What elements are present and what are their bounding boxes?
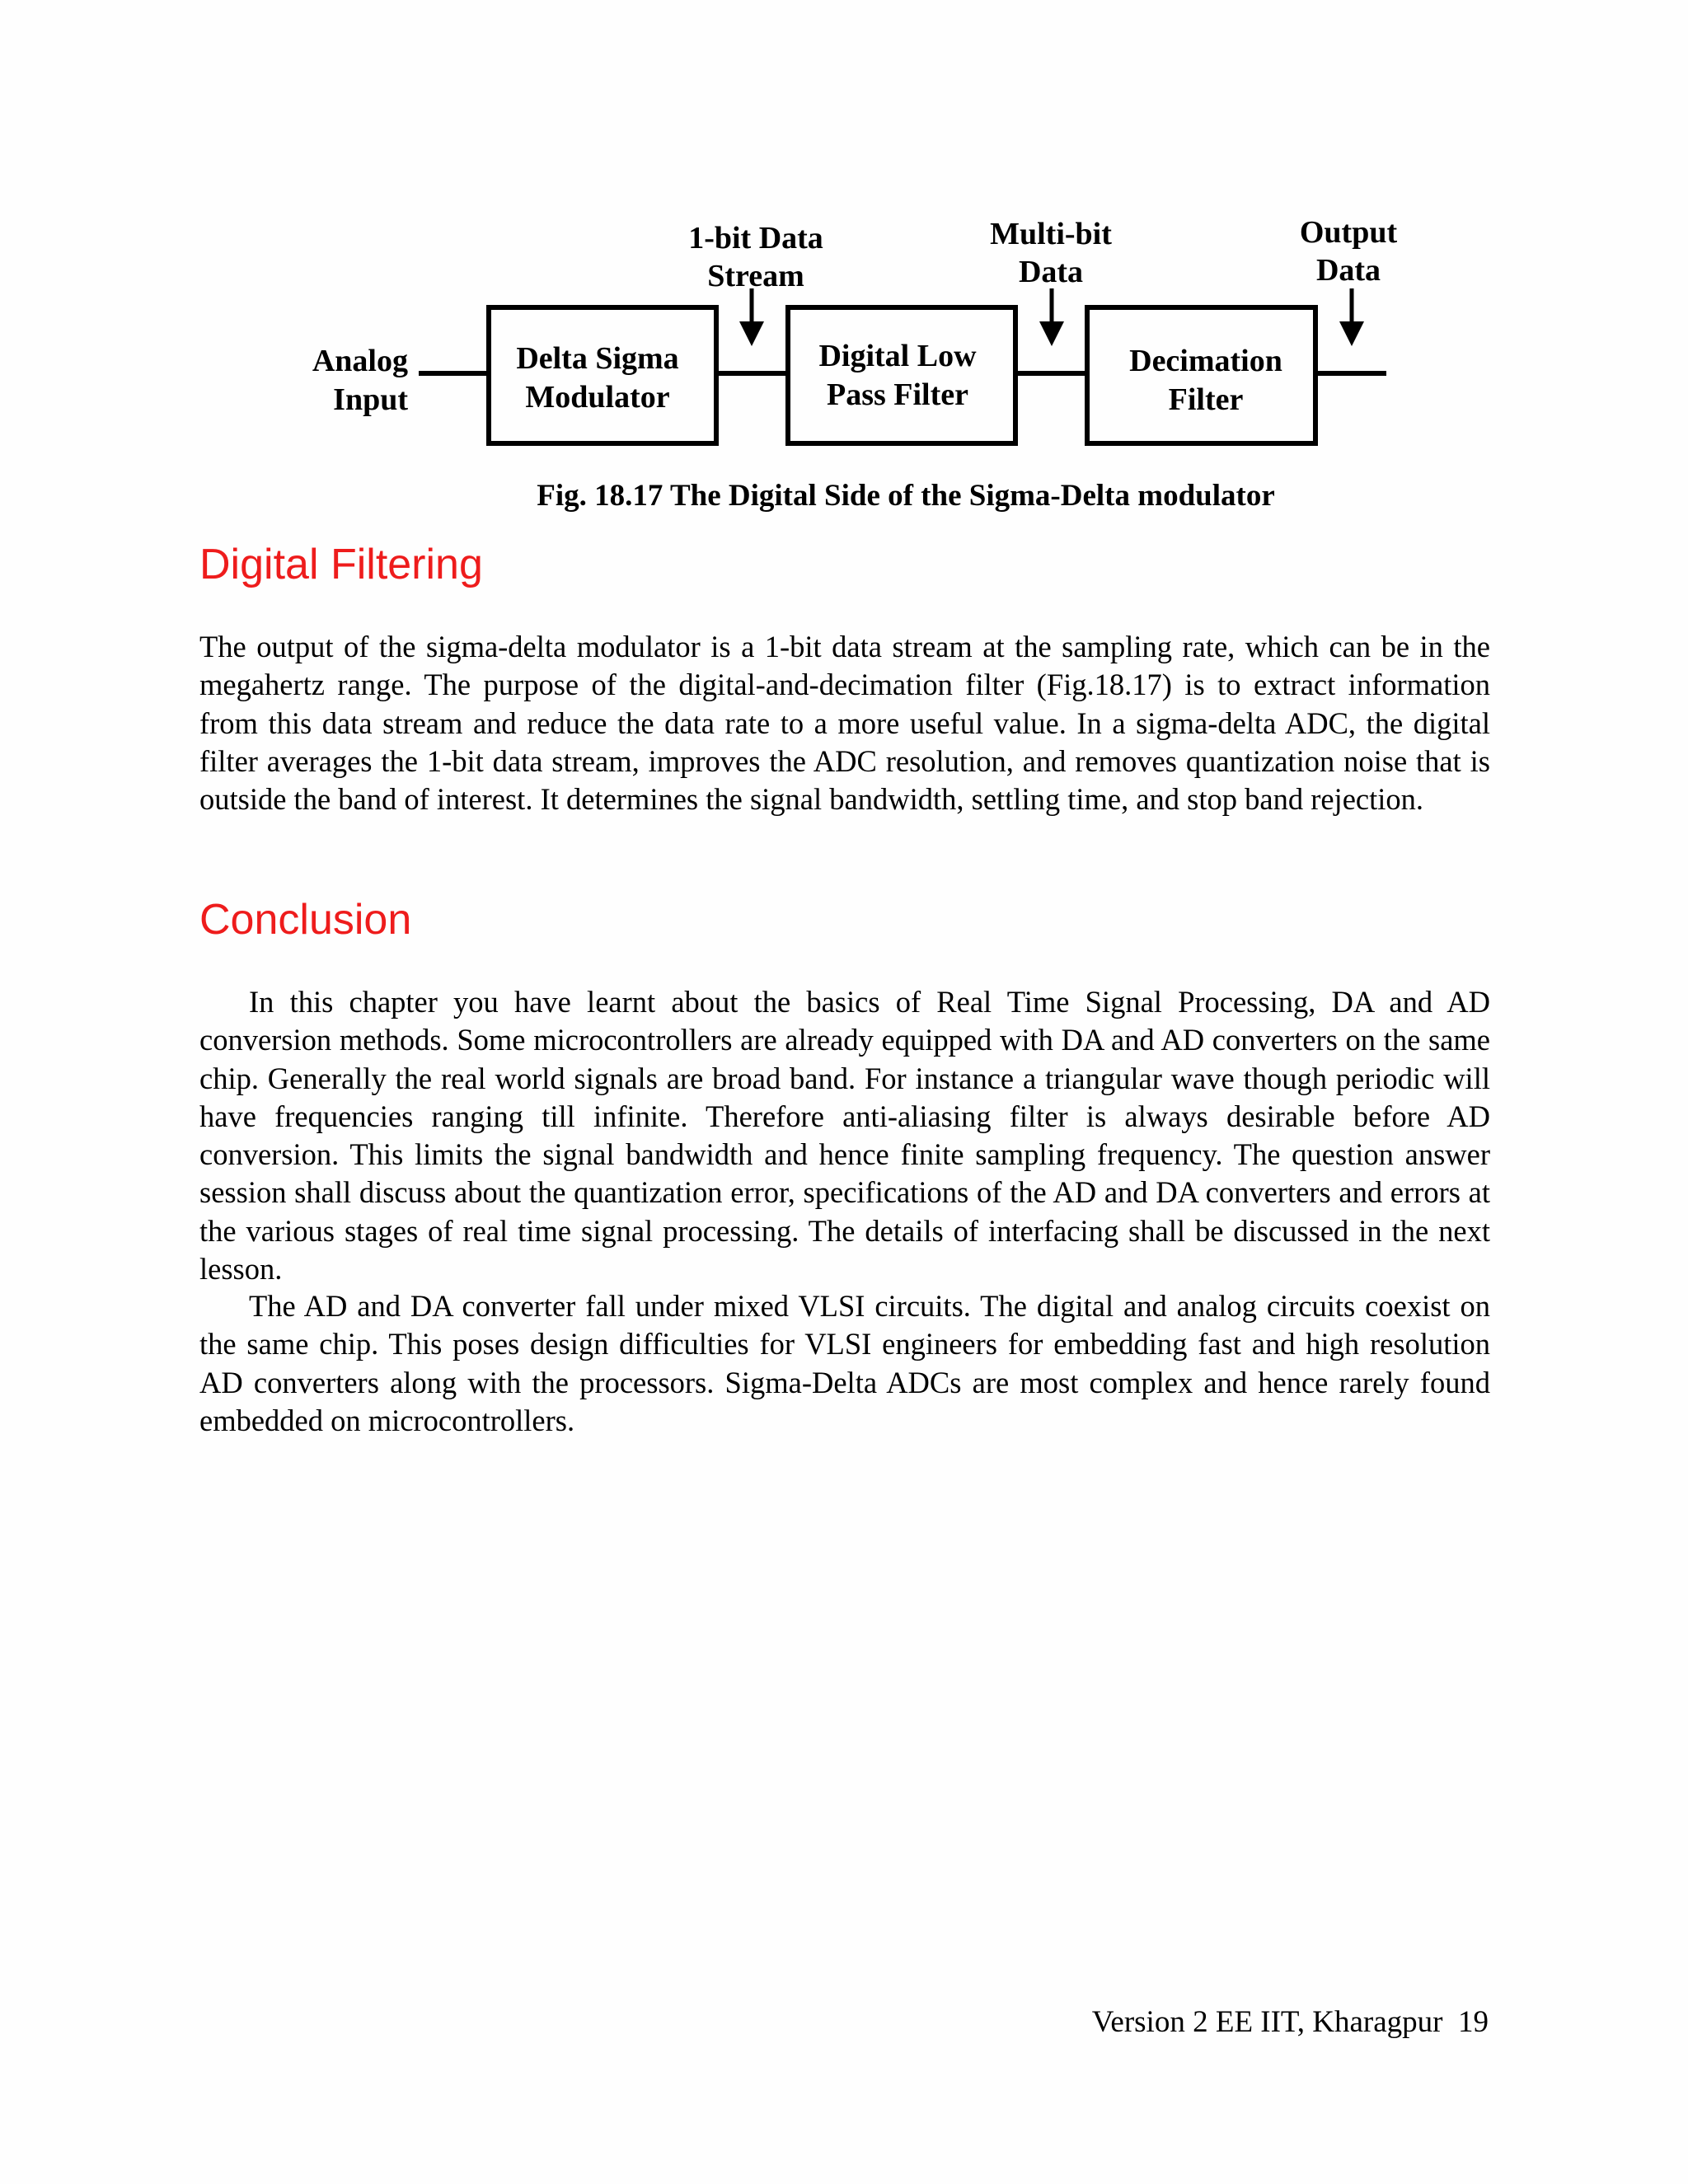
paragraph-digital-filtering: The output of the sigma-delta modulator is a 1-bit data stream at the sampling rate, which can be in the megahertz range. The purpose of the digital-and-decimation filter (Fig.18.17) is to extract information from this data stream and reduce the data rate to a more useful value. In a sigma-delta ADC, the digital filter averages the 1-bit data stream, improves the ADC resolution, and removes quantization noise that is outside the band of interest. It determines the signal bandwidth, settling time, and stop band rejection. (199, 630, 1490, 817)
analog-input-label-line2: Input (333, 382, 408, 417)
stream-label-output-line1: Output (1299, 215, 1398, 250)
block-label-low-pass-line1: Digital Low (818, 339, 977, 373)
block-label-decimation-line1: Decimation (1129, 344, 1282, 378)
block-diagram (0, 0, 1688, 478)
block-label-delta-sigma-line2: Modulator (525, 380, 670, 415)
section-heading-digital-filtering: Digital Filtering (199, 541, 483, 588)
stream-label-output-line2: Data (1315, 253, 1381, 288)
paragraph-conclusion-2: The AD and DA converter fall under mixed VLSI circuits. The digital and analog circuits coexist on the same chip. This poses design difficulties for VLSI engineers for embedding fast and high resolution AD converters along with the processors. Sigma-Delta ADCs are most complex and hence rarely found embedded on microcontrollers. (199, 1289, 1490, 1437)
figure-caption: Fig. 18.17 The Digital Side of the Sigma-Delta modulator (537, 479, 1275, 513)
stream-label-1bit-line2: Stream (707, 259, 804, 293)
section-heading-conclusion: Conclusion (199, 896, 412, 944)
page-number: 19 (1458, 2005, 1489, 2039)
block-label-low-pass-line2: Pass Filter (826, 377, 969, 412)
paragraph-conclusion-1: In this chapter you have learnt about the basics of Real Time Signal Processing, DA and AD conversion methods. Some microcontrollers are already equipped with DA and AD converters on the same chip. Generally the real world signals are broad band. For instance a triangular wave though periodic will have frequencies ranging till infinite. Therefore anti-aliasing filter is always desirable before AD conversion. This limits the signal bandwidth and hence finite sampling frequency. The question answer session shall discuss about the quantization error, specifications of the AD and DA converters and errors at the various stages of real time signal processing. The details of interfacing shall be discussed in the next lesson. (199, 985, 1490, 1286)
stream-label-multibit-line1: Multi-bit (990, 217, 1112, 251)
stream-label-multibit-line2: Data (1018, 255, 1084, 289)
stream-label-1bit-line1: 1-bit Data (688, 221, 823, 255)
block-label-decimation-line2: Filter (1168, 382, 1244, 417)
analog-input-label-line1: Analog (312, 344, 408, 378)
page-footer (1092, 2004, 1489, 2040)
footer-version: Version 2 EE IIT, Kharagpur (1091, 2005, 1443, 2039)
digital-low-pass-filter-block (788, 307, 1015, 443)
block-label-delta-sigma-line1: Delta Sigma (516, 341, 679, 376)
